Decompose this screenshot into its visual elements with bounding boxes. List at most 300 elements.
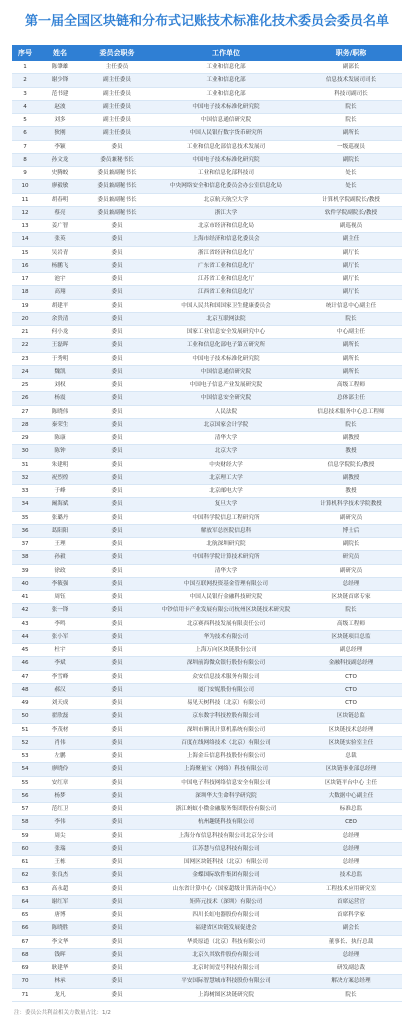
cell-index: 18: [21, 289, 29, 296]
header-title: 职务/职称: [335, 49, 367, 57]
cell-title: 处长: [345, 183, 357, 190]
cell-employer: 中国信息安全研究院: [200, 395, 252, 402]
cell-index: 31: [21, 461, 29, 468]
cell-name: 李颖: [54, 143, 66, 150]
cell-name: 孙文龙: [51, 156, 69, 163]
cell-index: 11: [21, 196, 29, 203]
cell-employer: 深圳市腾讯计算机系统有限公司: [186, 726, 266, 733]
cell-title: 副会长: [342, 925, 360, 932]
cell-committee-role: 委员: [111, 474, 123, 481]
cell-employer: 中国人民银行数字货币研究所: [189, 130, 263, 137]
cell-name: 李筱强: [51, 580, 69, 587]
cell-employer: 中国人民银行金融科技研究院: [189, 594, 263, 600]
cell-name: 林承: [54, 978, 66, 985]
cell-title: 中心副主任: [337, 329, 365, 335]
cell-committee-role: 委员: [111, 925, 123, 932]
table-row: [12, 286, 402, 299]
table-row: [12, 710, 402, 723]
cell-title: 博士后: [342, 527, 360, 534]
cell-employer: 工业和信息化部: [206, 90, 246, 97]
cell-index: 34: [21, 501, 29, 508]
cell-employer: 福建省区块链发展促进会: [195, 925, 257, 932]
cell-committee-role: 委员: [111, 554, 123, 561]
cell-employer: 国家工业信息安全发展研究中心: [186, 329, 266, 335]
cell-index: 47: [21, 673, 29, 680]
cell-name: 范红卫: [51, 806, 69, 812]
cell-title: 院长: [345, 315, 357, 322]
cell-committee-role: 委员兼副秘书长: [97, 170, 137, 176]
cell-title: 信息技术服务中心总工程师: [317, 408, 385, 415]
table-header: [12, 45, 402, 61]
table-row: [12, 657, 402, 670]
cell-committee-role: 委员: [111, 978, 123, 985]
table-row: [12, 538, 402, 551]
cell-index: 19: [21, 302, 29, 309]
table-row: [12, 247, 402, 260]
cell-name: 陈晓胜: [51, 925, 69, 932]
cell-employer: 北京大学: [214, 448, 238, 455]
table-row: [12, 909, 402, 922]
cell-index: 23: [21, 355, 29, 362]
cell-committee-role: 委员: [111, 223, 123, 229]
cell-committee-role: 委员: [111, 461, 123, 468]
cell-employer: 北京航天航空大学: [203, 196, 249, 203]
cell-name: 廖晓伶: [51, 766, 69, 773]
cell-index: 33: [21, 488, 29, 494]
table-row: [12, 472, 402, 485]
cell-title: 副院长: [342, 541, 360, 547]
cell-name: 张瑞: [54, 845, 66, 852]
table-row: [12, 962, 402, 975]
cell-employer: 中国科学院信息工程研究所: [192, 514, 260, 521]
cell-title: 副总经理: [339, 647, 363, 653]
cell-index: 5: [23, 117, 27, 123]
cell-index: 28: [21, 421, 29, 428]
cell-employer: 深圳华大生命科学研究院: [195, 792, 257, 799]
table-row: [12, 167, 402, 180]
table-row: [12, 141, 402, 154]
cell-employer: 工业和信息化部科技司: [198, 170, 254, 176]
cell-index: 14: [21, 236, 29, 243]
table-row: [12, 883, 402, 896]
cell-index: 29: [21, 435, 29, 441]
cell-title: 教授: [345, 448, 357, 455]
cell-employer: 工业和信息化部: [206, 64, 246, 70]
cell-committee-role: 委员: [111, 342, 123, 349]
page-title: 第一届全国区块链和分布式记账技术标准化技术委员会委员名单: [24, 14, 389, 29]
cell-name: 廖毅敏: [51, 183, 69, 190]
table-row: [12, 763, 402, 776]
table-row: [12, 379, 402, 392]
cell-title: 大数据中心副主任: [328, 792, 374, 799]
cell-employer: 广东省工业和信息化厅: [198, 262, 254, 269]
cell-employer: 上海金丘信息科技股份有限公司: [186, 753, 266, 759]
table-row: [12, 644, 402, 657]
cell-employer: 中钞信用卡产业发展有限公司杭州区块链技术研究院: [161, 607, 291, 614]
cell-name: 张一锋: [51, 607, 69, 614]
cell-name: 耿建华: [51, 965, 69, 971]
cell-employer: 人民法院: [214, 408, 238, 415]
cell-name: 何小龙: [51, 329, 69, 335]
cell-title: 副部长: [342, 64, 360, 70]
cell-title: CTO: [345, 700, 357, 706]
table-row: [12, 936, 402, 949]
cell-title: 工程技术应用研究室: [325, 885, 377, 892]
cell-name: 李茂材: [51, 726, 69, 733]
table-row: [12, 671, 402, 684]
cell-committee-role: 委员: [111, 262, 123, 269]
table-row: [12, 339, 402, 352]
cell-committee-role: 委员: [111, 938, 123, 945]
cell-index: 64: [21, 898, 29, 905]
cell-employer: 厦门安妮股份有限公司: [198, 686, 254, 693]
cell-committee-role: 委员: [111, 302, 123, 309]
cell-committee-role: 委员: [111, 249, 123, 256]
cell-index: 69: [21, 965, 29, 971]
cell-employer: 北京互联网法院: [206, 315, 246, 322]
cell-name: 王理: [54, 541, 66, 547]
cell-employer: 中国互联网投资基金管理有限公司: [184, 580, 268, 587]
table-row: [12, 260, 402, 273]
cell-index: 3: [23, 90, 27, 97]
cell-title: 首席科学家: [337, 912, 365, 918]
table-row: [12, 512, 402, 525]
cell-employer: 北航深圳研究院: [206, 541, 246, 547]
cell-employer: 国网区块链科技（北京）有限公司: [184, 859, 268, 865]
cell-employer: 江西省工业和信息化厅: [198, 289, 254, 296]
cell-title: 董事长、执行总裁: [328, 938, 374, 945]
cell-index: 66: [21, 925, 29, 932]
cell-employer: 工业和信息化部信息技术发展司: [186, 143, 266, 150]
cell-name: 余贵清: [51, 315, 69, 322]
cell-committee-role: 委员: [111, 713, 123, 720]
cell-index: 53: [21, 753, 29, 759]
cell-employer: 四川长虹电器股份有限公司: [192, 912, 260, 918]
table-row: [12, 366, 402, 379]
table-row: [12, 949, 402, 962]
cell-committee-role: 委员: [111, 819, 123, 826]
cell-committee-role: 委员兼副秘书长: [97, 183, 137, 190]
cell-committee-role: 委员: [111, 660, 123, 667]
cell-index: 9: [23, 170, 27, 176]
cell-index: 50: [21, 713, 29, 720]
table-row: [12, 618, 402, 631]
cell-committee-role: 委员: [111, 766, 123, 773]
cell-name: 王栋: [54, 859, 66, 865]
cell-title: CTO: [345, 673, 357, 680]
cell-index: 61: [21, 859, 29, 865]
cell-title: 标准总监: [339, 806, 363, 812]
cell-title: 高级工程师: [337, 382, 365, 388]
header-index: 序号: [18, 49, 32, 57]
cell-committee-role: 委员: [111, 779, 123, 786]
cell-index: 52: [21, 739, 29, 746]
cell-index: 46: [21, 660, 29, 667]
cell-employer: 华为技术有限公司: [203, 633, 249, 640]
cell-title: 区块链首席专家: [331, 594, 371, 600]
cell-committee-role: 委员: [111, 567, 123, 574]
cell-index: 60: [21, 845, 29, 852]
cell-name: 高永超: [51, 885, 69, 892]
cell-name: 张良杰: [51, 872, 69, 879]
cell-title: 研究员: [342, 554, 360, 561]
cell-index: 70: [21, 978, 29, 985]
cell-committee-role: 委员: [111, 315, 123, 322]
table-row: [12, 300, 402, 313]
cell-name: 刘权: [54, 382, 66, 388]
table-row: [12, 989, 402, 1002]
cell-name: 范书建: [51, 90, 69, 97]
cell-name: 陈康: [54, 435, 66, 441]
cell-name: 谢少锋: [51, 77, 69, 84]
cell-committee-role: 委员: [111, 898, 123, 905]
cell-name: 蔡亮: [54, 209, 66, 216]
cell-name: 郝汉: [54, 686, 66, 693]
table-row: [12, 432, 402, 445]
cell-index: 48: [21, 686, 29, 693]
cell-committee-role: 委员: [111, 594, 123, 600]
cell-committee-role: 委员: [111, 885, 123, 892]
table-row: [12, 803, 402, 816]
cell-employer: 中国科学院计算技术研究所: [192, 554, 260, 561]
cell-name: 李文华: [51, 938, 69, 945]
cell-index: 7: [23, 143, 27, 150]
cell-name: 陈晓伟: [51, 408, 69, 415]
cell-index: 62: [21, 872, 29, 879]
cell-employer: 中国电子技术标准化研究院: [192, 103, 260, 110]
cell-name: 赵波: [54, 103, 66, 110]
member-table: [12, 45, 402, 1002]
cell-name: 高翔: [54, 289, 66, 296]
cell-title: 高级工程师: [337, 620, 365, 627]
table-row: [12, 459, 402, 472]
header-name: 姓名: [53, 49, 67, 57]
table-row: [12, 194, 402, 207]
cell-name: 李伟: [54, 819, 66, 826]
table-row: [12, 830, 402, 843]
cell-committee-role: 委员: [111, 806, 123, 812]
cell-name: 王磊晖: [51, 342, 69, 349]
cell-title: 院长: [345, 421, 357, 428]
cell-employer: 清华大学: [214, 435, 238, 441]
cell-employer: 北京市经济和信息化局: [198, 223, 254, 229]
cell-name: 张璐丹: [51, 514, 69, 521]
cell-employer: 中国人民共和国国家卫生健康委员会: [181, 302, 271, 309]
cell-index: 30: [21, 448, 29, 455]
table-row: [12, 750, 402, 763]
cell-title: CEO: [345, 819, 357, 826]
table-row: [12, 498, 402, 511]
cell-index: 13: [21, 223, 29, 229]
cell-committee-role: 委员: [111, 620, 123, 627]
cell-committee-role: 委员: [111, 673, 123, 680]
cell-name: 龙凡: [54, 991, 66, 998]
cell-employer: 浙江蚂蚁小微金融服务集团股份有限公司: [175, 806, 277, 812]
cell-name: 姜广智: [51, 223, 69, 229]
cell-committee-role: 副主任委员: [103, 103, 131, 110]
cell-title: 统计信息中心副主任: [325, 302, 377, 309]
cell-index: 56: [21, 792, 29, 799]
cell-title: 总经理: [342, 845, 360, 852]
cell-committee-role: 主任委员: [105, 64, 129, 70]
cell-name: 于秀明: [51, 355, 69, 362]
table-row: [12, 724, 402, 737]
cell-index: 16: [21, 262, 29, 269]
cell-title: 院长: [345, 991, 357, 998]
cell-employer: 深圳前海微众银行股份有限公司: [186, 660, 266, 667]
table-row: [12, 485, 402, 498]
cell-title: 副教授: [342, 474, 360, 481]
cell-index: 6: [23, 130, 27, 137]
table-row: [12, 392, 402, 405]
cell-name: 祝烈煌: [51, 474, 69, 481]
cell-title: 院长: [345, 607, 357, 614]
cell-name: 杨梦: [54, 792, 66, 799]
cell-committee-role: 委员: [111, 435, 123, 441]
cell-name: 杜宇: [54, 647, 66, 653]
table-row: [12, 445, 402, 458]
cell-name: 安红章: [51, 779, 69, 786]
cell-title: 计算机科学技术学院教授: [320, 501, 382, 508]
cell-name: 刘多: [54, 117, 66, 123]
table-row: [12, 604, 402, 617]
cell-employer: 上海聚量宝（网络）科技有限公司: [184, 766, 268, 773]
cell-index: 42: [21, 607, 29, 614]
cell-index: 17: [21, 276, 29, 282]
cell-index: 36: [21, 527, 29, 534]
cell-name: 刘天成: [51, 700, 69, 706]
cell-title: 处长: [345, 170, 357, 176]
cell-index: 4: [23, 103, 27, 110]
cell-title: 副厅长: [342, 289, 360, 296]
table-row: [12, 816, 402, 829]
cell-employer: 北京邮电大学: [209, 488, 243, 494]
table-row: [12, 127, 402, 140]
cell-name: 李斌: [54, 660, 66, 667]
table-row: [12, 273, 402, 286]
cell-index: 10: [21, 183, 29, 190]
cell-index: 8: [23, 156, 27, 163]
cell-committee-role: 委员: [111, 382, 123, 388]
cell-name: 狄刚: [54, 130, 66, 137]
cell-index: 44: [21, 633, 29, 640]
cell-employer: 中国电子技术标准化研究院: [192, 156, 260, 163]
cell-index: 40: [21, 580, 29, 587]
cell-name: 陈钟: [54, 448, 66, 455]
cell-employer: 中国电子科技网络信息安全有限公司: [181, 779, 271, 786]
cell-title: 院长: [345, 117, 357, 123]
cell-title: 教授: [345, 488, 357, 494]
cell-title: 副所长: [342, 130, 360, 137]
cell-name: 谢红军: [51, 898, 69, 905]
table-row: [12, 406, 402, 419]
cell-title: 研发副总裁: [337, 965, 365, 971]
cell-title: 总经理: [342, 580, 360, 587]
cell-index: 51: [21, 726, 29, 733]
cell-employer: 复旦大学: [214, 501, 238, 508]
table-row: [12, 419, 402, 432]
cell-committee-role: 委员: [111, 143, 123, 150]
table-row: [12, 207, 402, 220]
cell-committee-role: 委员: [111, 965, 123, 971]
cell-title: 技术总监: [339, 872, 363, 879]
cell-employer: 平安国际智慧城市科技股份有限公司: [181, 978, 271, 985]
cell-committee-role: 委员: [111, 408, 123, 415]
cell-name: 史腾蛟: [51, 170, 69, 176]
cell-employer: 北京赛西科技发展有限责任公司: [186, 620, 266, 627]
cell-title: 信息技术发展司司长: [325, 77, 377, 84]
cell-name: 唐博: [54, 912, 66, 918]
table-row: [12, 591, 402, 604]
cell-title: 总经理: [342, 951, 360, 958]
cell-committee-role: 委员: [111, 845, 123, 852]
cell-committee-role: 委员: [111, 368, 123, 375]
cell-title: 副巡视员: [339, 223, 363, 229]
cell-title: 区块链总监: [337, 713, 365, 720]
cell-employer: 浙江大学: [214, 209, 238, 216]
cell-employer: 解放军总医院信息科: [200, 527, 252, 534]
cell-committee-role: 委员: [111, 792, 123, 799]
table-row: [12, 61, 402, 74]
cell-name: 张小军: [51, 633, 69, 640]
cell-name: 胡建平: [51, 302, 69, 309]
cell-index: 32: [21, 474, 29, 481]
cell-committee-role: 委员: [111, 541, 123, 547]
cell-title: 副主任: [342, 236, 360, 243]
cell-title: 一级巡视员: [337, 143, 365, 150]
cell-committee-role: 委员: [111, 700, 123, 706]
cell-index: 67: [21, 938, 29, 945]
cell-index: 22: [21, 342, 29, 349]
cell-name: 李鸣: [54, 620, 66, 627]
cell-name: 钱晖: [54, 951, 66, 958]
cell-index: 55: [21, 779, 29, 786]
cell-name: 杨震: [54, 395, 66, 402]
cell-title: 副厅长: [342, 249, 360, 256]
cell-committee-role: 副主任委员: [103, 130, 131, 137]
cell-index: 26: [21, 395, 29, 402]
cell-name: 秦荣生: [51, 421, 69, 428]
cell-title: 信息学院院长/教授: [327, 461, 375, 468]
cell-index: 20: [21, 315, 29, 322]
cell-name: 胡春明: [51, 196, 69, 203]
cell-index: 68: [21, 951, 29, 958]
cell-title: 区块链技术总经理: [328, 726, 374, 733]
cell-employer: 中央网络安全和信息化委员会办公室信息化局: [170, 183, 282, 190]
cell-employer: 易见天树科技（北京）有限公司: [186, 700, 266, 706]
cell-title: 副院长: [342, 156, 360, 163]
cell-name: 朱建明: [51, 461, 69, 468]
cell-committee-role: 委员兼副秘书长: [97, 196, 137, 203]
cell-employer: 中国信息通信研究院: [200, 117, 252, 123]
cell-employer: 京东数字科技控股有限公司: [192, 713, 260, 720]
cell-employer: 北京时间壹号科技有限公司: [192, 965, 260, 971]
table-row: [12, 154, 402, 167]
cell-name: 张英: [54, 236, 66, 243]
table-row: [12, 631, 402, 644]
table-row: [12, 975, 402, 988]
cell-index: 43: [21, 620, 29, 627]
cell-committee-role: 委员兼秘书长: [100, 156, 134, 163]
table-row: [12, 353, 402, 366]
cell-committee-role: 委员: [111, 395, 123, 402]
cell-committee-role: 委员: [111, 633, 123, 640]
cell-name: 魏凯: [54, 368, 66, 375]
cell-name: 徐政: [54, 567, 66, 574]
cell-name: 周钰: [54, 594, 66, 600]
cell-name: 周尖: [54, 832, 66, 839]
cell-title: 副所长: [342, 368, 360, 375]
